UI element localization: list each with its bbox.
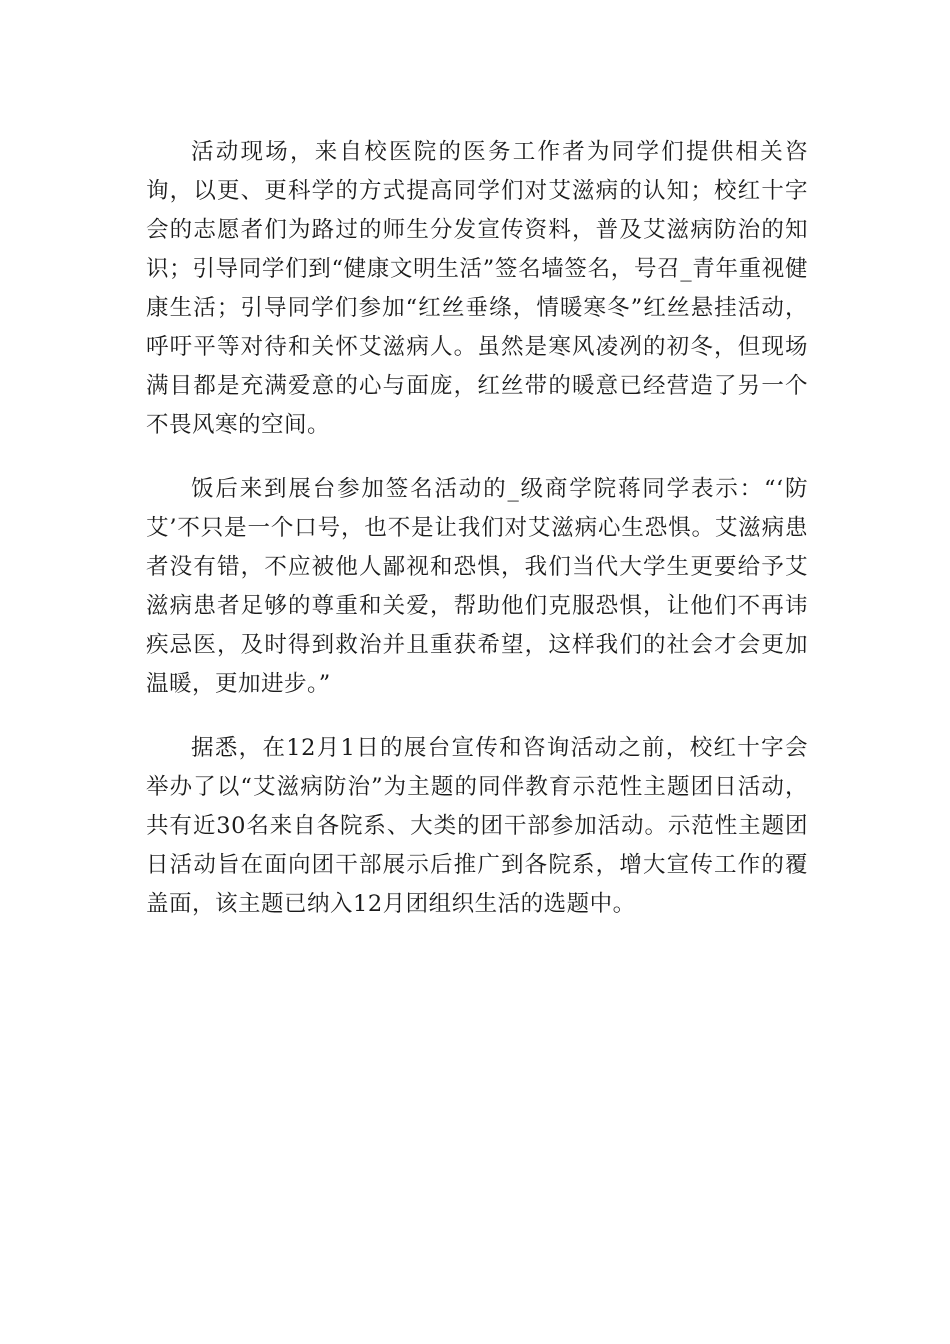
paragraph-student-quote: 饭后来到展台参加签名活动的_级商学院蒋同学表示：“‘防艾’不只是一个口号，也不是让我们对艾滋病心生恐惧。艾滋病患者没有错，不应被他人鄙视和恐惧，我们当代大学生更要给予艾滋病患者足够的尊重和关爱，帮助他们克服恐惧，让他们不再讳疾忌医，及时得到救治并且重获希望，这样我们的社会才会更加温暖，更加进步。” [146, 476, 808, 697]
paragraph-activity-scene: 活动现场，来自校医院的医务工作者为同学们提供相关咨询，以更、更科学的方式提高同学们对艾滋病的认知；校红十字会的志愿者们为路过的师生分发宣传资料，普及艾滋病防治的知识；引导同学们到“健康文明生活”签名墙签名，号召_青年重视健康生活；引导同学们参加“红丝垂绦，情暖寒冬”红丝悬挂活动，呼吁平等对待和关怀艾滋病人。虽然是寒风凌冽的初冬，但现场满目都是充满爱意的心与面庞，红丝带的暖意已经营造了另一个不畏风寒的空间。 [146, 139, 808, 438]
paragraph-background-info: 据悉，在12月1日的展台宣传和咨询活动之前，校红十字会举办了以“艾滋病防治”为主题的同伴教育示范性主题团日活动，共有近30名来自各院系、大类的团干部参加活动。示范性主题团日活动旨在面向团干部展示后推广到各院系，增大宣传工作的覆盖面，该主题已纳入12月团组织生活的选题中。 [146, 735, 808, 917]
document-body [146, 133, 808, 949]
